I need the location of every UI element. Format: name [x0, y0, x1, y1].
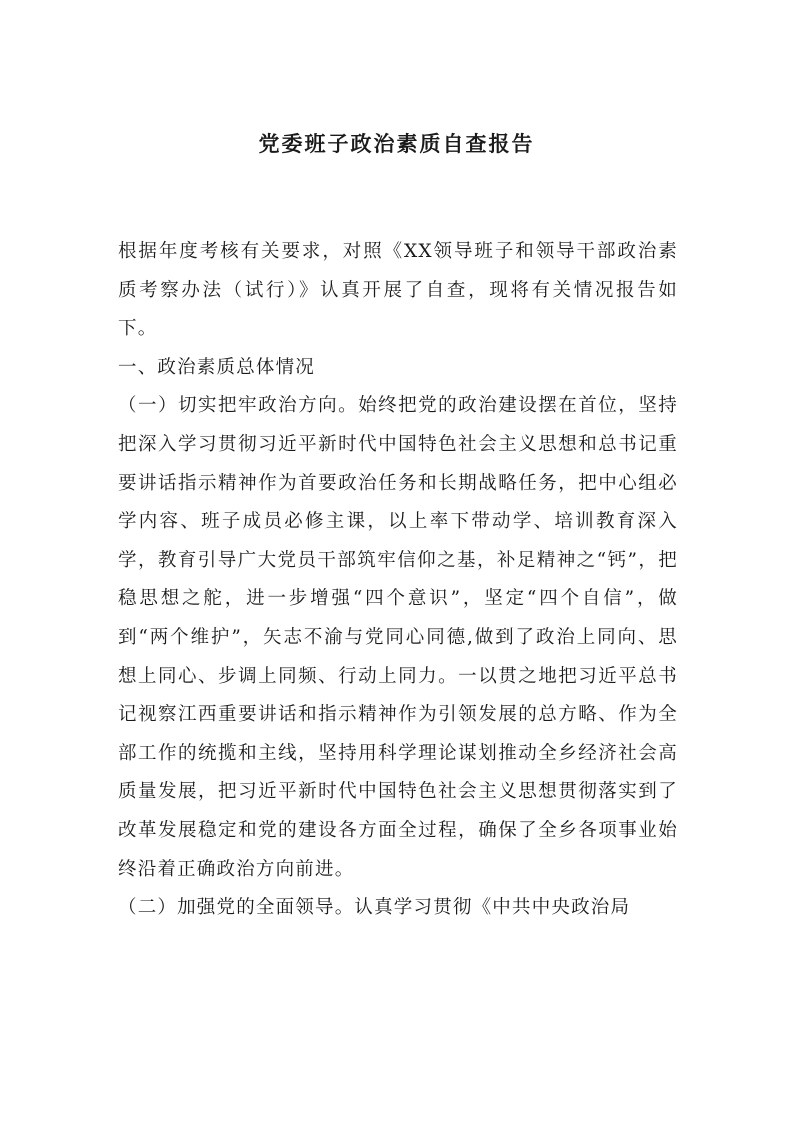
section-heading-1: 一、政治素质总体情况	[118, 356, 316, 378]
paragraph-intro: 根据年度考核有关要求，对照《XX领导班子和领导干部政治素质考察办法（试行）》认真开展了自查，现将有关情况报告如下。	[118, 241, 678, 340]
paragraph-section-1-2: （二）加强党的全面领导。认真学习贯彻《中共中央政治局	[118, 897, 631, 919]
document-body	[118, 233, 678, 928]
document-title: 党委班子政治素质自查报告	[258, 131, 535, 156]
paragraph-section-1-1: （一）切实把牢政治方向。始终把党的政治建设摆在首位，坚持把深入学习贯彻习近平新时代中国特色社会主义思想和总书记重要讲话指示精神作为首要政治任务和长期战略任务，把中心组必学内容、班子成员必修主课，以上率下带动学、培训教育深入学，教育引导广大党员干部筑牢信仰之基，补足精神之“钙”，把稳思想之舵，进一步增强“四个意识”，坚定“四个自信”，做到“两个维护”，矢志不渝与党同心同德,做到了政治上同向、思想上同心、步调上同频、行动上同力。一以贯之地把习近平总书记视察江西重要讲话和指示精神作为引领发展的总方略、作为全部工作的统揽和主线，坚持用科学理论谋划推动全乡经济社会高质量发展，把习近平新时代中国特色社会主义思想贯彻落实到了改革发展稳定和党的建设各方面全过程，确保了全乡各项事业始终沿着正确政治方向前进。	[118, 395, 678, 880]
